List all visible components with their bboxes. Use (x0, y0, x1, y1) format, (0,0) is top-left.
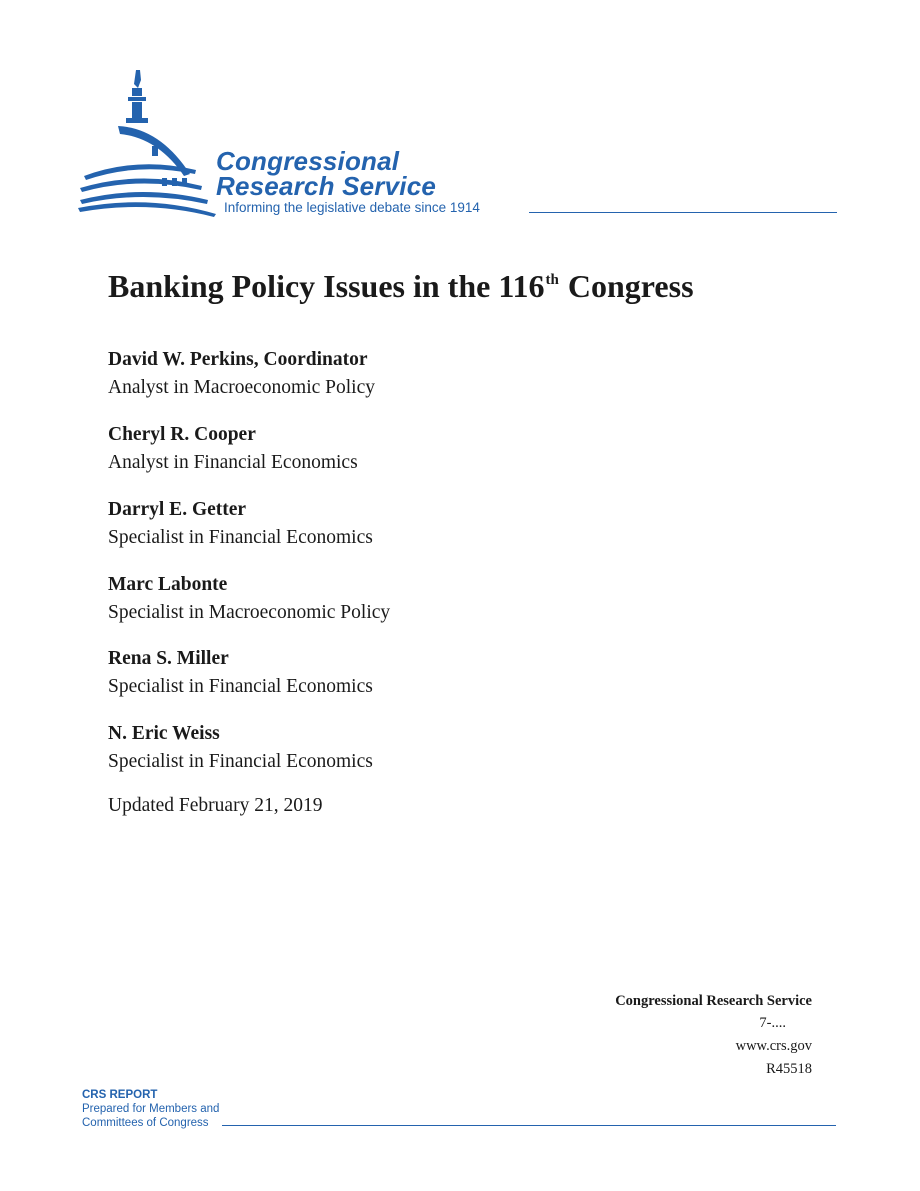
logo-name-line1: Congressional (216, 146, 400, 176)
author-entry (108, 646, 373, 702)
author-name: Marc Labonte (108, 574, 228, 595)
footer-committees-line: Committees of Congress (82, 1117, 209, 1129)
footer-prepared-line: Prepared for Members and (82, 1103, 220, 1115)
crs-info-block (615, 990, 812, 1081)
crs-website: www.crs.gov (735, 1038, 812, 1054)
logo-name-line2: Research Service (216, 171, 437, 201)
title-superscript: th (545, 272, 559, 288)
title-tail: Congress (559, 268, 694, 304)
author-name: Cheryl R. Cooper (108, 424, 256, 445)
footer-rule (222, 1125, 836, 1126)
author-entry (108, 347, 375, 403)
report-number: R45518 (766, 1061, 812, 1077)
logo-tagline: Informing the legislative debate since 1914 (224, 200, 480, 215)
author-entry (108, 422, 358, 478)
author-entry (108, 497, 373, 553)
capitol-dome-icon (78, 66, 218, 218)
author-name: Darryl E. Getter (108, 499, 247, 520)
crs-code: 7-.... (759, 1015, 786, 1031)
author-entry (108, 572, 390, 628)
author-role: Specialist in Financial Economics (108, 676, 373, 697)
crs-report-footer (82, 1088, 219, 1130)
title-main: Banking Policy Issues in the 116 (108, 268, 545, 304)
author-role: Specialist in Financial Economics (108, 751, 373, 772)
author-role: Analyst in Financial Economics (108, 452, 358, 473)
report-title (108, 268, 694, 305)
author-name: Rena S. Miller (108, 648, 229, 669)
author-role: Specialist in Macroeconomic Policy (108, 602, 391, 623)
author-name: David W. Perkins, Coordinator (108, 349, 368, 370)
crs-logo (78, 66, 838, 226)
footer-report-label: CRS REPORT (82, 1089, 158, 1101)
crs-org-name: Congressional Research Service (615, 993, 812, 1009)
logo-rule (529, 212, 837, 213)
author-name: N. Eric Weiss (108, 723, 220, 744)
author-role: Specialist in Financial Economics (108, 527, 373, 548)
author-role: Analyst in Macroeconomic Policy (108, 377, 375, 398)
author-entry (108, 721, 373, 777)
updated-date: Updated February 21, 2019 (108, 795, 323, 816)
